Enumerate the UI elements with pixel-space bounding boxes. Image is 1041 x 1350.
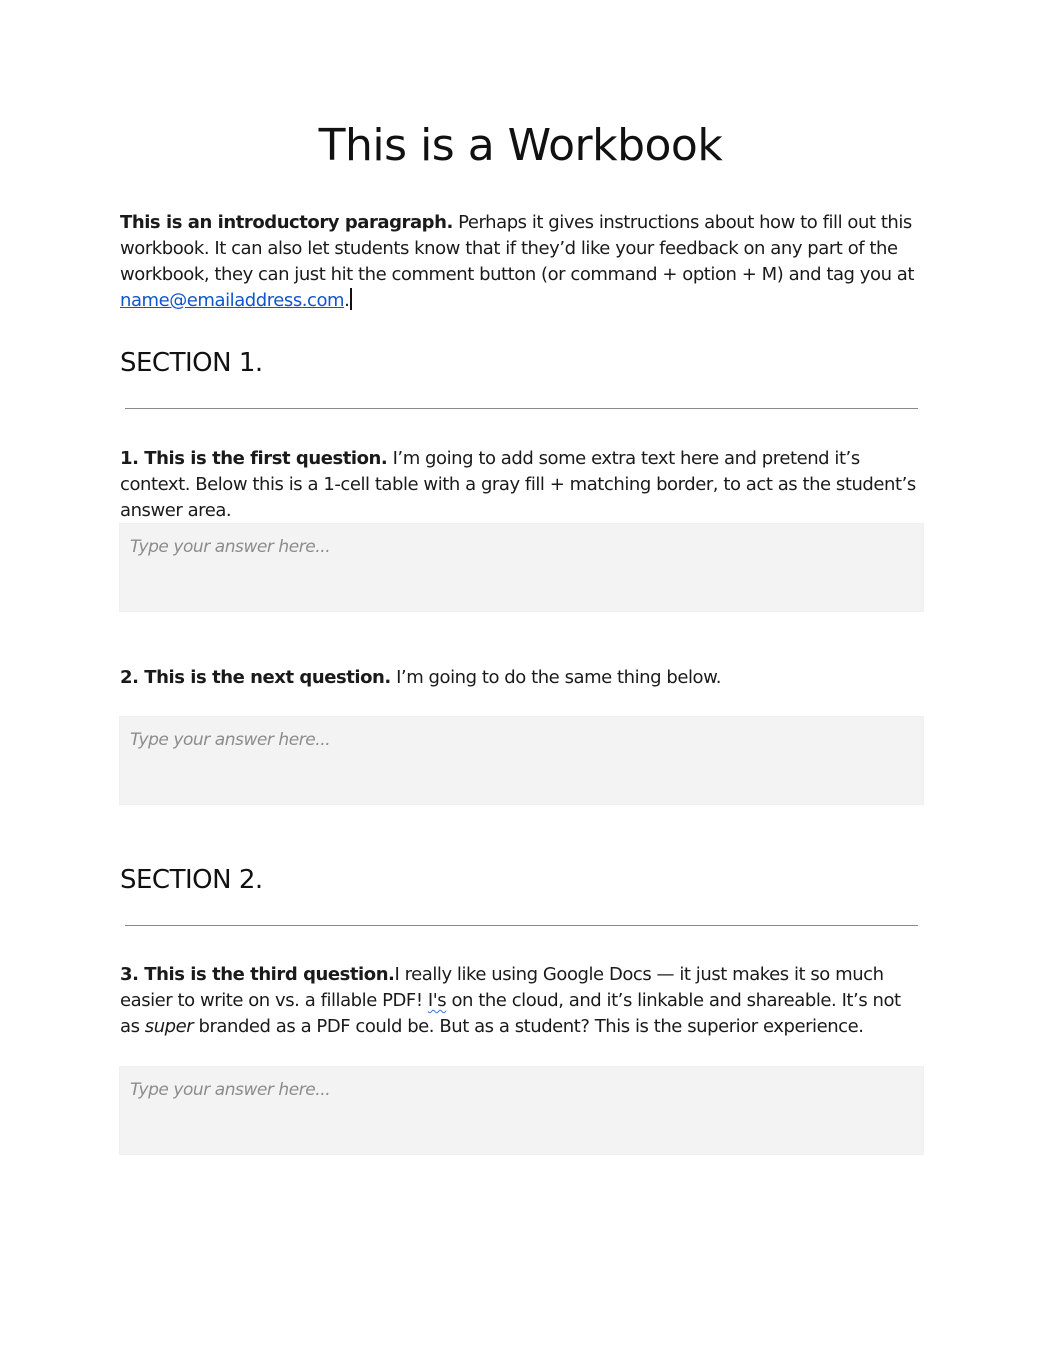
answer-area-3 [119, 1066, 924, 1155]
question-3 [120, 962, 920, 1040]
question-2-lead: 2. This is the next question. [120, 667, 391, 688]
answer-input-1[interactable] [120, 524, 923, 611]
question-2 [120, 665, 920, 691]
question-3-lead: 3. This is the third question. [120, 964, 395, 985]
section-1-divider [125, 408, 918, 409]
intro-bold-lead: This is an introductory paragraph. [120, 212, 453, 233]
answer-area-2 [119, 716, 924, 805]
answer-input-2[interactable] [120, 717, 923, 804]
question-2-text: I’m going to do the same thing below. [390, 667, 721, 688]
question-3-text-c: branded as a PDF could be. But as a student? This is the superior experience. [193, 1016, 864, 1037]
section-2-divider [125, 925, 918, 926]
intro-text: Perhaps it gives instructions about how to fill out this workbook. It can also let students know that if they’d like your feedback on any part of the workbook, they can just hit the comment button (or command + option + M) and tag you at [120, 212, 914, 285]
question-3-italic: super [144, 1016, 194, 1037]
question-3-text-a: I really like using Google Docs — it just makes it so much easier to write on vs. a fillable PDF! [120, 964, 884, 1011]
answer-input-3[interactable] [120, 1067, 923, 1154]
text-cursor [350, 288, 352, 310]
question-3-text-b: on the cloud, and it’s linkable and shareable. It’s not as [120, 990, 901, 1037]
question-1 [120, 446, 920, 524]
question-1-lead: 1. This is the first question. [120, 448, 388, 469]
spelling-flag[interactable]: I's [427, 990, 447, 1011]
section-1-heading: SECTION 1. [120, 348, 263, 378]
document-title: This is a Workbook [318, 120, 723, 171]
question-1-text: I’m going to add some extra text here and pretend it’s context. Below this is a 1-cell table with a gray fill + matching border, to act as the student’s answer area. [120, 448, 916, 521]
intro-period: . [344, 290, 350, 311]
email-link[interactable]: name@emailaddress.com [120, 290, 345, 311]
answer-area-1 [119, 523, 924, 612]
intro-paragraph [120, 210, 920, 314]
section-2-heading: SECTION 2. [120, 865, 263, 895]
